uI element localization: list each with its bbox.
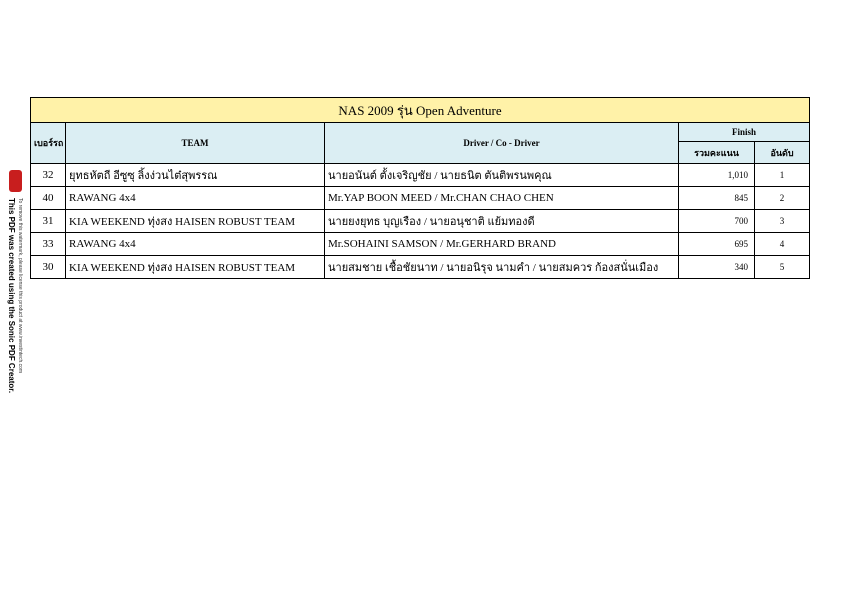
header-rank: อันดับ [755, 142, 810, 164]
sonic-pdf-logo-icon [9, 170, 22, 192]
rank-cell: 2 [755, 187, 810, 210]
team-cell: RAWANG 4x4 [66, 187, 325, 210]
points-cell: 700 [679, 210, 755, 233]
watermark-license-text: To remove this watermark, please license this product at www.investintech.com [17, 198, 23, 374]
results-table [30, 97, 810, 279]
driver-cell: นายอนันต์ ตั้งเจริญชัย / นายธนิต ตันติพรนพคุณ [325, 164, 679, 187]
header-car-no: เบอร์รถ [31, 123, 66, 164]
driver-cell: Mr.SOHAINI SAMSON / Mr.GERHARD BRAND [325, 233, 679, 256]
points-cell: 1,010 [679, 164, 755, 187]
driver-cell: นายยงยุทธ บุญเรือง / นายอนุชาติ แย้มทองดี [325, 210, 679, 233]
pdf-watermark [5, 170, 25, 422]
team-cell: KIA WEEKEND ทุ่งสง HAISEN ROBUST TEAM [66, 256, 325, 279]
driver-cell: Mr.YAP BOON MEED / Mr.CHAN CHAO CHEN [325, 187, 679, 210]
team-cell: KIA WEEKEND ทุ่งสง HAISEN ROBUST TEAM [66, 210, 325, 233]
points-cell: 695 [679, 233, 755, 256]
table-row [31, 210, 810, 233]
header-driver: Driver / Co - Driver [325, 123, 679, 164]
table-row [31, 256, 810, 279]
header-points: รวมคะแนน [679, 142, 755, 164]
table-row [31, 233, 810, 256]
rank-cell: 3 [755, 210, 810, 233]
points-cell: 845 [679, 187, 755, 210]
header-row [31, 123, 810, 142]
car-no-cell: 30 [31, 256, 66, 279]
table-title: NAS 2009 รุ่น Open Adventure [31, 98, 810, 123]
car-no-cell: 32 [31, 164, 66, 187]
table-row [31, 164, 810, 187]
driver-cell: นายสมชาย เชื้อชัยนาท / นายอนิรุจ นามคำ / นายสมควร ก้องสนั่นเมือง [325, 256, 679, 279]
car-no-cell: 40 [31, 187, 66, 210]
points-cell: 340 [679, 256, 755, 279]
car-no-cell: 31 [31, 210, 66, 233]
watermark-text: This PDF was created using the Sonic PDF Creator. [7, 198, 16, 394]
rank-cell: 5 [755, 256, 810, 279]
team-cell: RAWANG 4x4 [66, 233, 325, 256]
header-team: TEAM [66, 123, 325, 164]
rank-cell: 1 [755, 164, 810, 187]
title-row [31, 98, 810, 123]
car-no-cell: 33 [31, 233, 66, 256]
team-cell: ยุทธหัตถี อีซูซุ ลิ้งง่วนไต๋สุพรรณ [66, 164, 325, 187]
header-finish: Finish [679, 123, 810, 142]
rank-cell: 4 [755, 233, 810, 256]
table-row [31, 187, 810, 210]
